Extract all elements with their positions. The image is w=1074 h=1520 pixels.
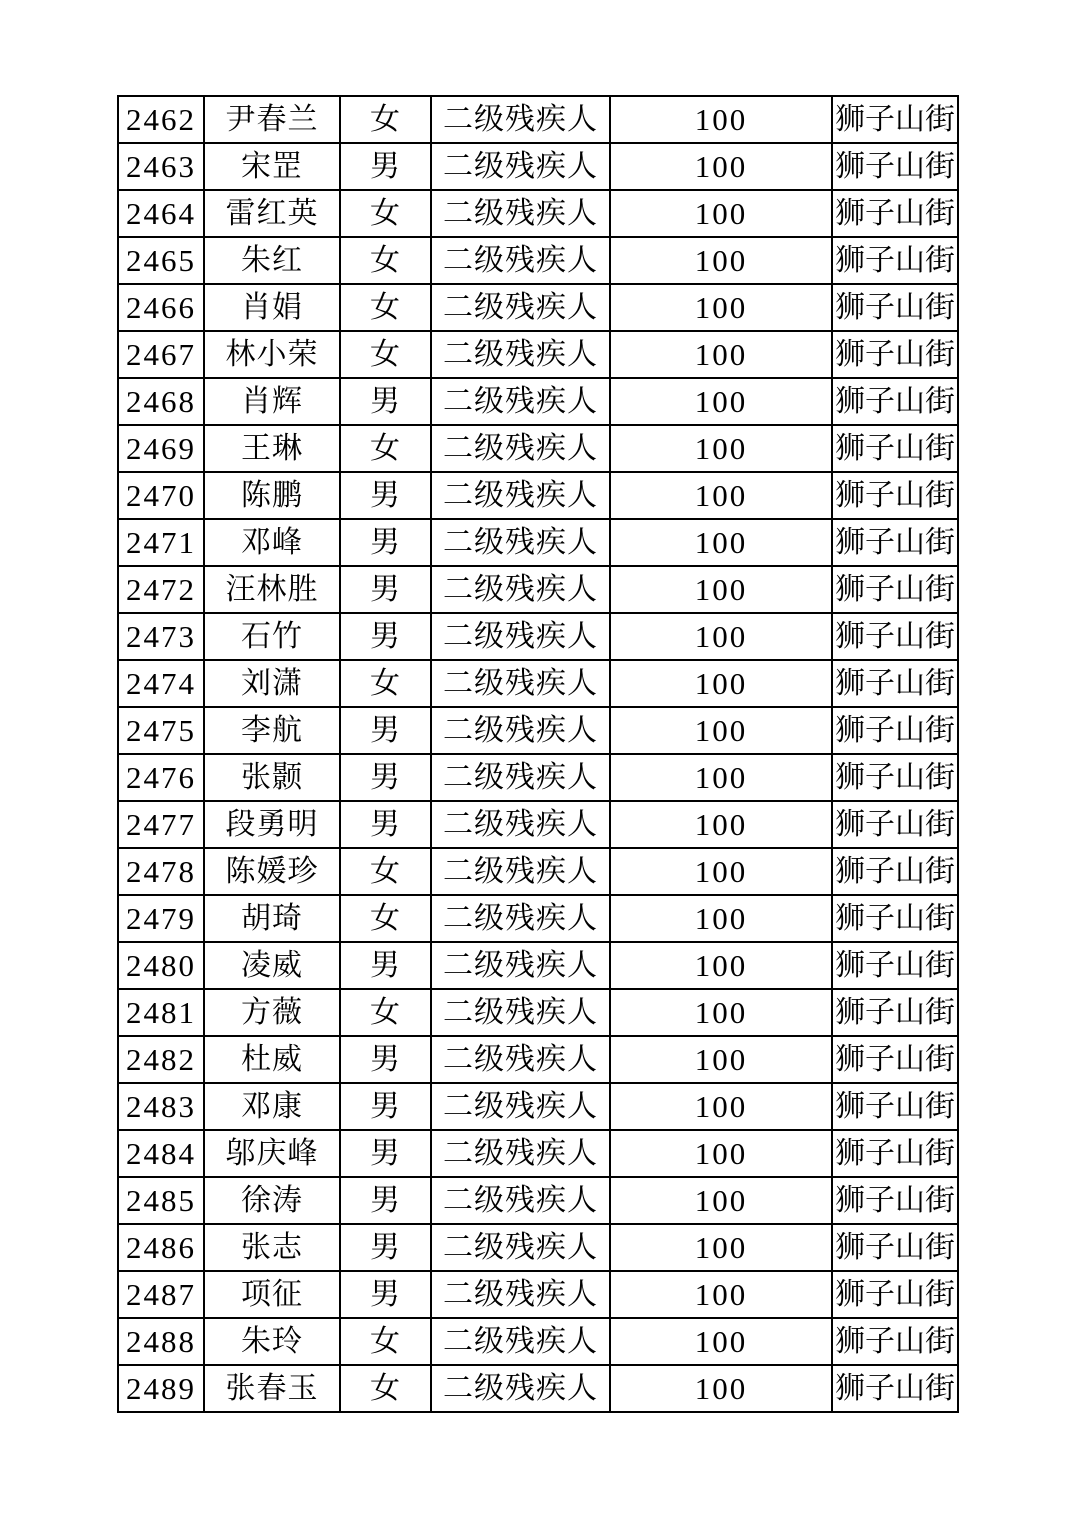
cell-amount: 100 xyxy=(610,190,832,237)
cell-gender: 男 xyxy=(340,1130,431,1177)
cell-amount: 100 xyxy=(610,237,832,284)
cell-gender: 男 xyxy=(340,472,431,519)
cell-category: 二级残疾人 xyxy=(431,989,610,1036)
cell-category: 二级残疾人 xyxy=(431,1271,610,1318)
cell-gender: 女 xyxy=(340,331,431,378)
cell-id: 2477 xyxy=(118,801,204,848)
table-row xyxy=(118,1083,958,1130)
cell-street: 狮子山街 xyxy=(832,1271,958,1318)
cell-name: 杜威 xyxy=(204,1036,340,1083)
cell-name: 徐涛 xyxy=(204,1177,340,1224)
cell-amount: 100 xyxy=(610,331,832,378)
cell-street: 狮子山街 xyxy=(832,801,958,848)
cell-street: 狮子山街 xyxy=(832,613,958,660)
cell-gender: 男 xyxy=(340,942,431,989)
cell-category: 二级残疾人 xyxy=(431,519,610,566)
cell-gender: 女 xyxy=(340,989,431,1036)
cell-category: 二级残疾人 xyxy=(431,754,610,801)
table-row xyxy=(118,942,958,989)
table-row xyxy=(118,1271,958,1318)
table-row xyxy=(118,378,958,425)
cell-gender: 女 xyxy=(340,237,431,284)
cell-category: 二级残疾人 xyxy=(431,1083,610,1130)
cell-id: 2462 xyxy=(118,96,204,143)
cell-amount: 100 xyxy=(610,96,832,143)
cell-id: 2476 xyxy=(118,754,204,801)
cell-gender: 男 xyxy=(340,1036,431,1083)
cell-gender: 男 xyxy=(340,1271,431,1318)
cell-amount: 100 xyxy=(610,284,832,331)
cell-category: 二级残疾人 xyxy=(431,848,610,895)
cell-category: 二级残疾人 xyxy=(431,331,610,378)
cell-id: 2474 xyxy=(118,660,204,707)
cell-street: 狮子山街 xyxy=(832,754,958,801)
cell-name: 张春玉 xyxy=(204,1365,340,1412)
cell-id: 2487 xyxy=(118,1271,204,1318)
cell-id: 2471 xyxy=(118,519,204,566)
cell-id: 2466 xyxy=(118,284,204,331)
cell-category: 二级残疾人 xyxy=(431,143,610,190)
cell-street: 狮子山街 xyxy=(832,284,958,331)
cell-gender: 男 xyxy=(340,143,431,190)
cell-name: 尹春兰 xyxy=(204,96,340,143)
table-row xyxy=(118,1177,958,1224)
cell-category: 二级残疾人 xyxy=(431,566,610,613)
cell-street: 狮子山街 xyxy=(832,331,958,378)
cell-id: 2479 xyxy=(118,895,204,942)
table-row xyxy=(118,331,958,378)
cell-street: 狮子山街 xyxy=(832,1224,958,1271)
table-row xyxy=(118,1365,958,1412)
cell-street: 狮子山街 xyxy=(832,519,958,566)
cell-street: 狮子山街 xyxy=(832,378,958,425)
cell-id: 2481 xyxy=(118,989,204,1036)
cell-name: 张志 xyxy=(204,1224,340,1271)
cell-id: 2483 xyxy=(118,1083,204,1130)
table-row xyxy=(118,707,958,754)
cell-id: 2484 xyxy=(118,1130,204,1177)
cell-category: 二级残疾人 xyxy=(431,613,610,660)
cell-amount: 100 xyxy=(610,472,832,519)
table-row xyxy=(118,425,958,472)
table-row xyxy=(118,237,958,284)
cell-name: 宋罡 xyxy=(204,143,340,190)
cell-amount: 100 xyxy=(610,801,832,848)
cell-gender: 男 xyxy=(340,378,431,425)
cell-amount: 100 xyxy=(610,378,832,425)
cell-street: 狮子山街 xyxy=(832,989,958,1036)
cell-street: 狮子山街 xyxy=(832,190,958,237)
table-row xyxy=(118,613,958,660)
cell-gender: 男 xyxy=(340,1083,431,1130)
cell-gender: 女 xyxy=(340,190,431,237)
cell-amount: 100 xyxy=(610,425,832,472)
cell-gender: 男 xyxy=(340,707,431,754)
cell-category: 二级残疾人 xyxy=(431,1365,610,1412)
cell-name: 雷红英 xyxy=(204,190,340,237)
cell-gender: 女 xyxy=(340,1318,431,1365)
cell-category: 二级残疾人 xyxy=(431,425,610,472)
cell-amount: 100 xyxy=(610,895,832,942)
table-row xyxy=(118,284,958,331)
cell-name: 凌威 xyxy=(204,942,340,989)
cell-amount: 100 xyxy=(610,1083,832,1130)
cell-name: 朱红 xyxy=(204,237,340,284)
table-row xyxy=(118,1036,958,1083)
cell-name: 胡琦 xyxy=(204,895,340,942)
cell-amount: 100 xyxy=(610,989,832,1036)
cell-name: 王琳 xyxy=(204,425,340,472)
table-row xyxy=(118,472,958,519)
cell-amount: 100 xyxy=(610,1036,832,1083)
cell-street: 狮子山街 xyxy=(832,895,958,942)
cell-street: 狮子山街 xyxy=(832,1365,958,1412)
cell-category: 二级残疾人 xyxy=(431,96,610,143)
cell-gender: 女 xyxy=(340,425,431,472)
cell-street: 狮子山街 xyxy=(832,237,958,284)
cell-street: 狮子山街 xyxy=(832,472,958,519)
table-row xyxy=(118,96,958,143)
cell-name: 方薇 xyxy=(204,989,340,1036)
cell-name: 段勇明 xyxy=(204,801,340,848)
cell-id: 2470 xyxy=(118,472,204,519)
cell-id: 2473 xyxy=(118,613,204,660)
cell-category: 二级残疾人 xyxy=(431,378,610,425)
table-row xyxy=(118,989,958,1036)
cell-name: 邬庆峰 xyxy=(204,1130,340,1177)
cell-gender: 男 xyxy=(340,1177,431,1224)
cell-amount: 100 xyxy=(610,1177,832,1224)
cell-amount: 100 xyxy=(610,848,832,895)
cell-street: 狮子山街 xyxy=(832,1083,958,1130)
cell-amount: 100 xyxy=(610,1130,832,1177)
cell-category: 二级残疾人 xyxy=(431,472,610,519)
table-row xyxy=(118,1318,958,1365)
cell-category: 二级残疾人 xyxy=(431,1224,610,1271)
cell-category: 二级残疾人 xyxy=(431,895,610,942)
cell-id: 2480 xyxy=(118,942,204,989)
cell-gender: 男 xyxy=(340,1224,431,1271)
cell-category: 二级残疾人 xyxy=(431,1036,610,1083)
table-row xyxy=(118,1224,958,1271)
cell-street: 狮子山街 xyxy=(832,96,958,143)
cell-street: 狮子山街 xyxy=(832,1130,958,1177)
table-row xyxy=(118,895,958,942)
records-table-body xyxy=(118,96,958,1412)
cell-gender: 男 xyxy=(340,754,431,801)
cell-amount: 100 xyxy=(610,519,832,566)
cell-amount: 100 xyxy=(610,1224,832,1271)
cell-gender: 女 xyxy=(340,895,431,942)
cell-name: 肖辉 xyxy=(204,378,340,425)
cell-street: 狮子山街 xyxy=(832,1177,958,1224)
cell-category: 二级残疾人 xyxy=(431,1318,610,1365)
cell-gender: 男 xyxy=(340,519,431,566)
cell-category: 二级残疾人 xyxy=(431,1130,610,1177)
cell-street: 狮子山街 xyxy=(832,566,958,613)
cell-gender: 男 xyxy=(340,801,431,848)
cell-id: 2478 xyxy=(118,848,204,895)
cell-street: 狮子山街 xyxy=(832,425,958,472)
cell-name: 李航 xyxy=(204,707,340,754)
cell-id: 2468 xyxy=(118,378,204,425)
cell-name: 项征 xyxy=(204,1271,340,1318)
cell-id: 2467 xyxy=(118,331,204,378)
cell-category: 二级残疾人 xyxy=(431,801,610,848)
cell-amount: 100 xyxy=(610,754,832,801)
cell-id: 2463 xyxy=(118,143,204,190)
table-row xyxy=(118,848,958,895)
cell-category: 二级残疾人 xyxy=(431,660,610,707)
cell-gender: 女 xyxy=(340,96,431,143)
cell-name: 刘潇 xyxy=(204,660,340,707)
cell-street: 狮子山街 xyxy=(832,1318,958,1365)
cell-gender: 女 xyxy=(340,848,431,895)
table-row xyxy=(118,1130,958,1177)
cell-amount: 100 xyxy=(610,566,832,613)
cell-gender: 女 xyxy=(340,1365,431,1412)
cell-amount: 100 xyxy=(610,613,832,660)
cell-category: 二级残疾人 xyxy=(431,237,610,284)
cell-name: 林小荣 xyxy=(204,331,340,378)
table-row xyxy=(118,660,958,707)
cell-name: 陈媛珍 xyxy=(204,848,340,895)
cell-gender: 女 xyxy=(340,284,431,331)
cell-id: 2472 xyxy=(118,566,204,613)
cell-id: 2465 xyxy=(118,237,204,284)
cell-name: 肖娟 xyxy=(204,284,340,331)
cell-name: 陈鹏 xyxy=(204,472,340,519)
table-row xyxy=(118,143,958,190)
cell-amount: 100 xyxy=(610,1318,832,1365)
cell-id: 2469 xyxy=(118,425,204,472)
cell-name: 邓康 xyxy=(204,1083,340,1130)
cell-amount: 100 xyxy=(610,707,832,754)
cell-category: 二级残疾人 xyxy=(431,707,610,754)
cell-id: 2485 xyxy=(118,1177,204,1224)
cell-id: 2486 xyxy=(118,1224,204,1271)
cell-street: 狮子山街 xyxy=(832,143,958,190)
cell-amount: 100 xyxy=(610,660,832,707)
cell-street: 狮子山街 xyxy=(832,848,958,895)
cell-name: 石竹 xyxy=(204,613,340,660)
cell-id: 2464 xyxy=(118,190,204,237)
cell-category: 二级残疾人 xyxy=(431,942,610,989)
cell-id: 2475 xyxy=(118,707,204,754)
cell-amount: 100 xyxy=(610,1365,832,1412)
cell-gender: 男 xyxy=(340,566,431,613)
cell-amount: 100 xyxy=(610,942,832,989)
cell-name: 邓峰 xyxy=(204,519,340,566)
cell-name: 汪林胜 xyxy=(204,566,340,613)
cell-id: 2489 xyxy=(118,1365,204,1412)
table-row xyxy=(118,801,958,848)
cell-street: 狮子山街 xyxy=(832,942,958,989)
table-row xyxy=(118,754,958,801)
cell-gender: 男 xyxy=(340,613,431,660)
cell-category: 二级残疾人 xyxy=(431,284,610,331)
table-row xyxy=(118,190,958,237)
cell-name: 张颢 xyxy=(204,754,340,801)
table-row xyxy=(118,519,958,566)
records-table xyxy=(117,95,959,1413)
cell-name: 朱玲 xyxy=(204,1318,340,1365)
cell-amount: 100 xyxy=(610,1271,832,1318)
cell-category: 二级残疾人 xyxy=(431,190,610,237)
cell-amount: 100 xyxy=(610,143,832,190)
cell-street: 狮子山街 xyxy=(832,1036,958,1083)
cell-street: 狮子山街 xyxy=(832,660,958,707)
cell-id: 2488 xyxy=(118,1318,204,1365)
table-row xyxy=(118,566,958,613)
cell-street: 狮子山街 xyxy=(832,707,958,754)
cell-category: 二级残疾人 xyxy=(431,1177,610,1224)
cell-gender: 女 xyxy=(340,660,431,707)
cell-id: 2482 xyxy=(118,1036,204,1083)
